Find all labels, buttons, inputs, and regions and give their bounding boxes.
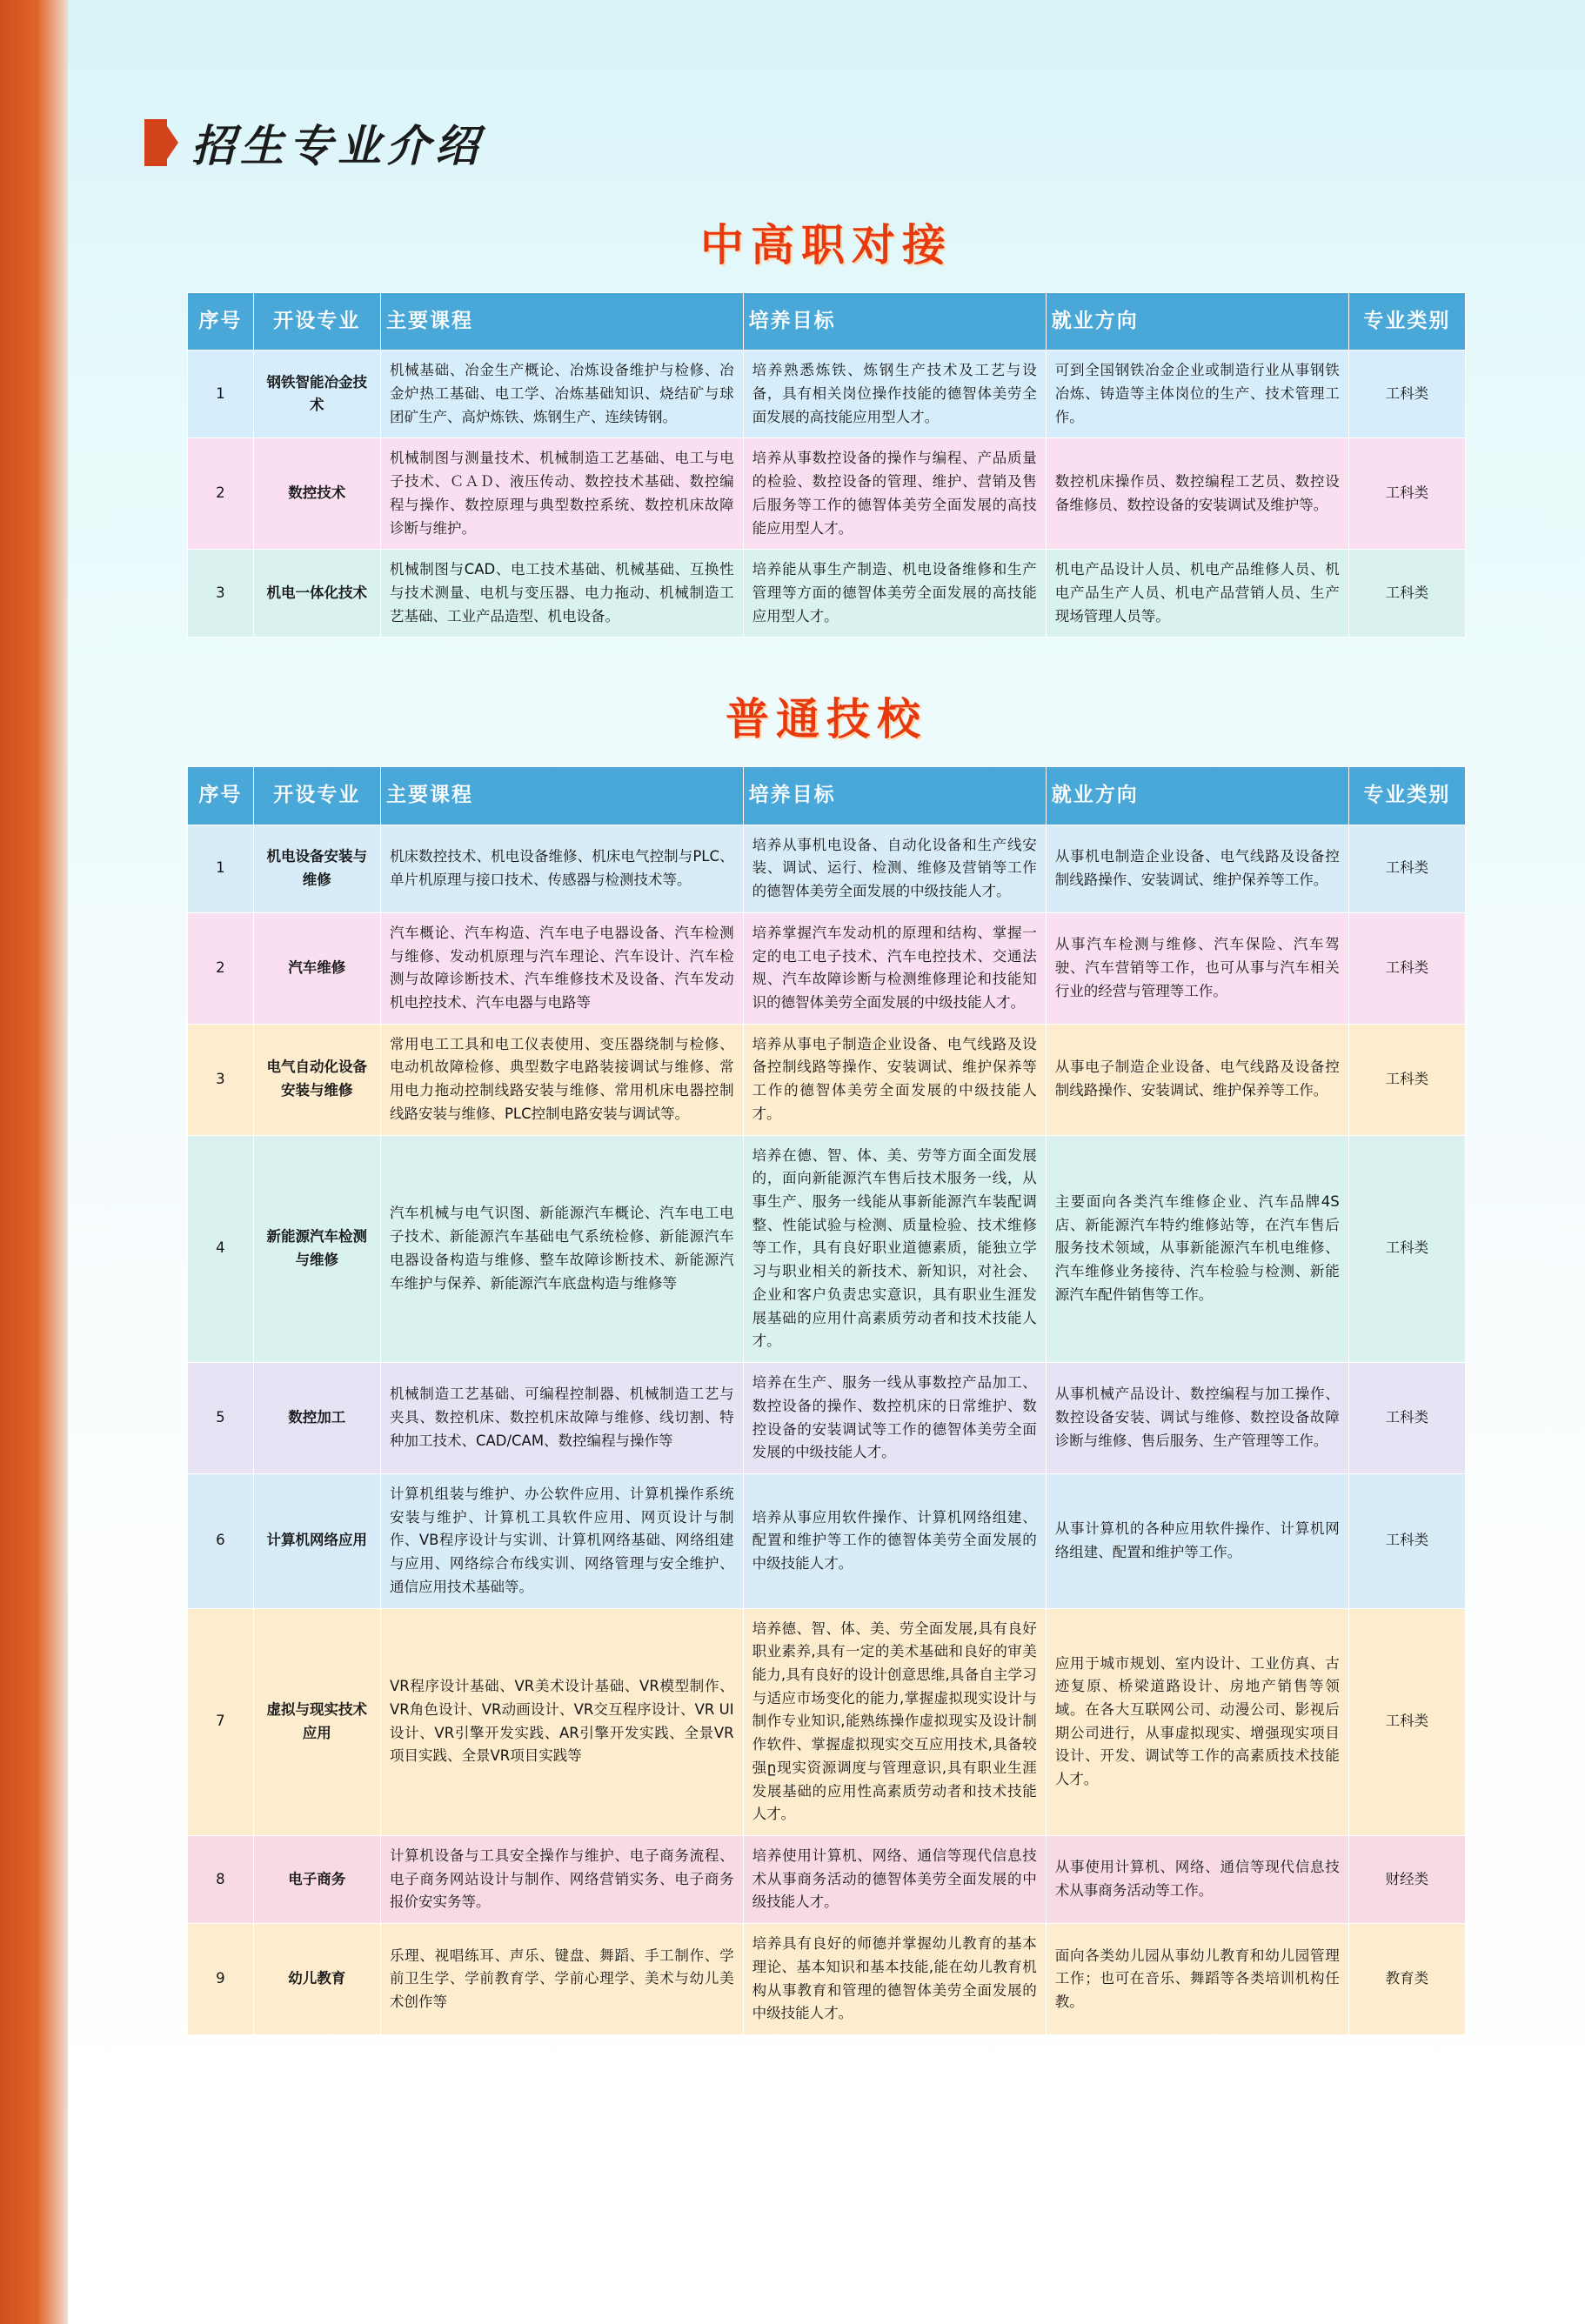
bookmark-icon — [144, 119, 167, 166]
table-section-0 — [187, 292, 1466, 638]
column-header-no: 序号 — [188, 767, 254, 825]
cell-course: 机械制造工艺基础、可编程控制器、机械制造工艺与夹具、数控机床、数控机床故障与维修、线切割、特种加工技术、CAD/CAM、数控编程与操作等 — [380, 1363, 743, 1474]
table-row — [188, 1608, 1466, 1835]
cell-job: 从事使用计算机、网络、通信等现代信息技术从事商务活动等工作。 — [1046, 1836, 1348, 1924]
cell-major: 新能源汽车检测与维修 — [253, 1135, 380, 1362]
section-title-0: 中高职对接 — [700, 219, 953, 270]
table-row — [188, 1836, 1466, 1924]
table-section-1 — [187, 766, 1466, 2035]
cell-course: 机械制图与CAD、电工技术基础、机械基础、互换性与技术测量、电机与变压器、电力拖动、机械制造工艺基础、工业产品造型、机电设备。 — [380, 550, 743, 638]
cell-major: 电子商务 — [253, 1836, 380, 1924]
column-header-no: 序号 — [188, 293, 254, 351]
table-row — [188, 351, 1466, 438]
cell-no: 9 — [188, 1924, 254, 2035]
table-header-row — [188, 767, 1466, 825]
cell-goal: 培养从事应用软件操作、计算机网络组建、配置和维护等工作的德智体美劳全面发展的中级技能人才。 — [743, 1473, 1046, 1608]
column-header-course: 主要课程 — [380, 293, 743, 351]
cell-course: 计算机组装与维护、办公软件应用、计算机操作系统安装与维护、计算机工具软件应用、网页设计与制作、VB程序设计与实训、计算机网络基础、网络组建与应用、网络综合布线实训、网络管理与安全维护、通信应用技术基础等。 — [380, 1473, 743, 1608]
cell-type: 工科类 — [1348, 351, 1465, 438]
cell-type: 工科类 — [1348, 438, 1465, 550]
cell-goal: 培养德、智、体、美、劳全面发展,具有良好职业素养,具有一定的美术基础和良好的审美能力,具有良好的设计创意思维,具备自主学习与适应市场变化的能力,掌握虚拟现实设计与制作专业知识,能熟练操作虚拟现实及设计制作软件、掌握虚拟现实交互应用技术,具备较强ը现实资源调度与管理意识,具有职业生涯发展基础的应用性高素质劳动者和技术技能人才。 — [743, 1608, 1046, 1835]
cell-goal: 培养掌握汽车发动机的原理和结构、掌握一定的电工电子技术、汽车电控技术、交通法规、汽车故障诊断与检测维修理论和技能知识的德智体美劳全面发展的中级技能人才。 — [743, 912, 1046, 1024]
cell-type: 工科类 — [1348, 912, 1465, 1024]
column-header-job: 就业方向 — [1046, 767, 1348, 825]
table-row — [188, 438, 1466, 550]
column-header-type: 专业类别 — [1348, 767, 1465, 825]
left-spine-decoration — [0, 0, 68, 2324]
cell-major: 机电一体化技术 — [253, 550, 380, 638]
table-header-row — [188, 293, 1466, 351]
cell-goal: 培养使用计算机、网络、通信等现代信息技术从事商务活动的德智体美劳全面发展的中级技能人才。 — [743, 1836, 1046, 1924]
cell-type: 工科类 — [1348, 1024, 1465, 1135]
cell-job: 面向各类幼儿园从事幼儿教育和幼儿园管理工作；也可在音乐、舞蹈等各类培训机构任教。 — [1046, 1924, 1348, 2035]
cell-job: 可到全国钢铁冶金企业或制造行业从事钢铁冶炼、铸造等主体岗位的生产、技术管理工作。 — [1046, 351, 1348, 438]
cell-job: 数控机床操作员、数控编程工艺员、数控设备维修员、数控设备的安装调试及维护等。 — [1046, 438, 1348, 550]
cell-goal: 培养在生产、服务一线从事数控产品加工、数控设备的操作、数控机床的日常维护、数控设备的安装调试等工作的德智体美劳全面发展的中级技能人才。 — [743, 1363, 1046, 1474]
cell-job: 从事机械产品设计、数控编程与加工操作、数控设备安装、调试与维修、数控设备故障诊断与维修、售后服务、生产管理等工作。 — [1046, 1363, 1348, 1474]
cell-major: 机电设备安装与维修 — [253, 825, 380, 912]
cell-goal: 培养从事机电设备、自动化设备和生产线安装、调试、运行、检测、维修及营销等工作的德智体美劳全面发展的中级技能人才。 — [743, 825, 1046, 912]
cell-no: 2 — [188, 438, 254, 550]
cell-no: 7 — [188, 1608, 254, 1835]
cell-no: 1 — [188, 825, 254, 912]
cell-course: 乐理、视唱练耳、声乐、键盘、舞蹈、手工制作、学前卫生学、学前教育学、学前心理学、美术与幼儿美术创作等 — [380, 1924, 743, 2035]
column-header-major: 开设专业 — [253, 767, 380, 825]
cell-goal: 培养从事数控设备的操作与编程、产品质量的检验、数控设备的管理、维护、营销及售后服务等工作的德智体美劳全面发展的高技能应用型人才。 — [743, 438, 1046, 550]
section-title-1: 普通技校 — [726, 693, 927, 745]
cell-no: 1 — [188, 351, 254, 438]
cell-type: 工科类 — [1348, 1135, 1465, 1362]
table-row — [188, 1473, 1466, 1608]
table-row — [188, 550, 1466, 638]
cell-goal: 培养在德、智、体、美、劳等方面全面发展的，面向新能源汽车售后技术服务一线，从事生产、服务一线能从事新能源汽车装配调整、性能试验与检测、质量检验、技术维修等工作，具有良好职业道德素质，能独立学习与职业相关的新技术、新知识，对社会、企业和客户负责忠实意识，具有职业生涯发展基础的应用什高素质劳动者和技术技能人才。 — [743, 1135, 1046, 1362]
column-header-goal: 培养目标 — [743, 767, 1046, 825]
cell-job: 应用于城市规划、室内设计、工业仿真、古迹复原、桥梁道路设计、房地产销售等领域。在各大互联网公司、动漫公司、影视后期公司进行，从事虚拟现实、增强现实项目设计、开发、调试等工作的高素质技术技能人才。 — [1046, 1608, 1348, 1835]
cell-course: VR程序设计基础、VR美术设计基础、VR模型制作、VR角色设计、VR动画设计、VR交互程序设计、VR UI设计、VR引擎开发实践、AR引擎开发实践、全景VR项目实践、全景VR项目实践等 — [380, 1608, 743, 1835]
cell-type: 工科类 — [1348, 550, 1465, 638]
cell-no: 5 — [188, 1363, 254, 1474]
cell-job: 机电产品设计人员、机电产品维修人员、机电产品生产人员、机电产品营销人员、生产现场管理人员等。 — [1046, 550, 1348, 638]
cell-no: 2 — [188, 912, 254, 1024]
column-header-job: 就业方向 — [1046, 293, 1348, 351]
cell-major: 汽车维修 — [253, 912, 380, 1024]
cell-type: 工科类 — [1348, 1363, 1465, 1474]
cell-major: 电气自动化设备安装与维修 — [253, 1024, 380, 1135]
cell-job: 从事电子制造企业设备、电气线路及设备控制线路操作、安装调试、维护保养等工作。 — [1046, 1024, 1348, 1135]
table-row — [188, 825, 1466, 912]
cell-major: 虚拟与现实技术应用 — [253, 1608, 380, 1835]
table-row — [188, 1363, 1466, 1474]
left-spine-gradient — [0, 0, 68, 2324]
cell-major: 数控技术 — [253, 438, 380, 550]
cell-major: 钢铁智能冶金技术 — [253, 351, 380, 438]
cell-job: 从事计算机的各种应用软件操作、计算机网络组建、配置和维护等工作。 — [1046, 1473, 1348, 1608]
table-row — [188, 1135, 1466, 1362]
cell-course: 计算机设备与工具安全操作与维护、电子商务流程、电子商务网站设计与制作、网络营销实务、电子商务报价安实务等。 — [380, 1836, 743, 1924]
cell-no: 6 — [188, 1473, 254, 1608]
cell-type: 财经类 — [1348, 1836, 1465, 1924]
cell-major: 数控加工 — [253, 1363, 380, 1474]
cell-course: 机械基础、冶金生产概论、冶炼设备维护与检修、冶金炉热工基础、电工学、冶炼基础知识、烧结矿与球团矿生产、高炉炼铁、炼钢生产、连续铸钢。 — [380, 351, 743, 438]
cell-type: 工科类 — [1348, 1608, 1465, 1835]
table-row — [188, 912, 1466, 1024]
cell-goal: 培养具有良好的师德并掌握幼儿教育的基本理论、基本知识和基本技能,能在幼儿教育机构从事教育和管理的德智体美劳全面发展的中级技能人才。 — [743, 1924, 1046, 2035]
cell-no: 3 — [188, 1024, 254, 1135]
cell-no: 8 — [188, 1836, 254, 1924]
cell-course: 常用电工工具和电工仪表使用、变压器绕制与检修、电动机故障检修、典型数字电路装接调试与维修、常用电力拖动控制线路安装与维修、常用机床电器控制线路安装与维修、PLC控制电路安装与调试等。 — [380, 1024, 743, 1135]
cell-type: 教育类 — [1348, 1924, 1465, 2035]
cell-major: 幼儿教育 — [253, 1924, 380, 2035]
page-title: 招生专业介绍 — [191, 120, 484, 171]
cell-major: 计算机网络应用 — [253, 1473, 380, 1608]
table-row — [188, 1924, 1466, 2035]
cell-goal: 培养熟悉炼铁、炼钢生产技术及工艺与设备，具有相关岗位操作技能的德智体美劳全面发展的高技能应用型人才。 — [743, 351, 1046, 438]
cell-goal: 培养能从事生产制造、机电设备维修和生产管理等方面的德智体美劳全面发展的高技能应用型人才。 — [743, 550, 1046, 638]
cell-type: 工科类 — [1348, 1473, 1465, 1608]
page-content — [68, 0, 1585, 2324]
cell-job: 从事汽车检测与维修、汽车保险、汽车驾驶、汽车营销等工作，也可从事与汽车相关行业的经营与管理等工作。 — [1046, 912, 1348, 1024]
cell-course: 汽车机械与电气识图、新能源汽车概论、汽车电工电子技术、新能源汽车基础电气系统检修、新能源汽车电器设备构造与维修、整车故障诊断技术、新能源汽车维护与保养、新能源汽车底盘构造与维修等 — [380, 1135, 743, 1362]
cell-no: 4 — [188, 1135, 254, 1362]
column-header-major: 开设专业 — [253, 293, 380, 351]
cell-job: 从事机电制造企业设备、电气线路及设备控制线路操作、安装调试、维护保养等工作。 — [1046, 825, 1348, 912]
cell-course: 机床数控技术、机电设备维修、机床电气控制与PLC、单片机原理与接口技术、传感器与检测技术等。 — [380, 825, 743, 912]
cell-course: 机械制图与测量技术、机械制造工艺基础、电工与电子技术、ＣＡＤ、液压传动、数控技术基础、数控编程与操作、数控原理与典型数控系统、数控机床故障诊断与维护。 — [380, 438, 743, 550]
table-row — [188, 1024, 1466, 1135]
column-header-course: 主要课程 — [380, 767, 743, 825]
cell-type: 工科类 — [1348, 825, 1465, 912]
cell-course: 汽车概论、汽车构造、汽车电子电器设备、汽车检测与维修、发动机原理与汽车理论、汽车设计、汽车检测与故障诊断技术、汽车维修技术及设备、汽车发动机电控技术、汽车电器与电路等 — [380, 912, 743, 1024]
column-header-type: 专业类别 — [1348, 293, 1465, 351]
page-header — [144, 111, 1585, 174]
cell-goal: 培养从事电子制造企业设备、电气线路及设备控制线路等操作、安装调试、维护保养等工作的德智体美劳全面发展的中级技能人才。 — [743, 1024, 1046, 1135]
cell-no: 3 — [188, 550, 254, 638]
column-header-goal: 培养目标 — [743, 293, 1046, 351]
cell-job: 主要面向各类汽车维修企业、汽车品牌4S店、新能源汽车特约维修站等，在汽车售后服务技术领域，从事新能源汽车机电维修、汽车维修业务接待、汽车检验与检测、新能源汽车配件销售等工作。 — [1046, 1135, 1348, 1362]
